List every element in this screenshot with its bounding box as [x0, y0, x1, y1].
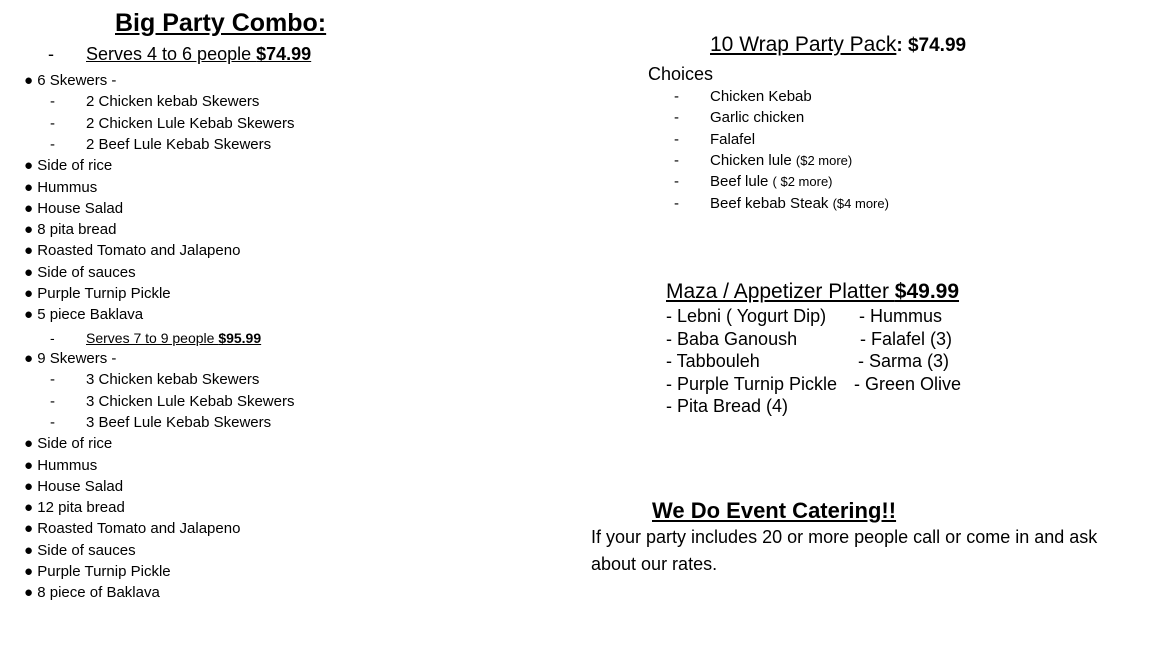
tier2-item: [24, 477, 123, 497]
dash-marker: -: [50, 93, 55, 111]
tier2-item-text: ● House Salad: [24, 477, 124, 495]
tier1-item-text: ● Side of sauces: [24, 263, 136, 281]
tier2-item-text: 3 Chicken kebab Skewers: [86, 371, 260, 389]
tier1-item-text: 2 Chicken kebab Skewers: [86, 93, 260, 111]
dash-marker: -: [674, 151, 679, 169]
tier1-item-text: 2 Beef Lule Kebab Skewers: [86, 135, 272, 153]
tier2-serves-text: [86, 330, 261, 346]
tier1-item-text: ● 5 piece Baklava: [24, 306, 144, 324]
wrap-pack-price: : $74.99: [896, 35, 967, 56]
wrap-choice-name: Chicken Kebab: [710, 88, 812, 105]
maza-item-left: - Purple Turnip Pickle: [666, 373, 838, 394]
dash-marker: -: [50, 371, 55, 389]
wrap-choice: [674, 87, 812, 107]
wrap-choice-name: Beef kebab Steak: [710, 194, 833, 212]
tier1-dash: -: [48, 44, 54, 64]
tier1-item-text: 2 Chicken Lule Kebab Skewers: [86, 114, 295, 132]
maza-item-right: - Hummus: [859, 306, 943, 326]
tier1-item: [50, 114, 294, 134]
maza-item-left: - Pita Bread (4): [666, 396, 789, 417]
tier1-item-text: ● 6 Skewers -: [24, 72, 117, 89]
tier2-item-text: ● Roasted Tomato and Jalapeno: [24, 520, 241, 538]
maza-row: [666, 328, 953, 350]
maza-row: [666, 373, 962, 395]
tier1-item: [24, 284, 171, 304]
tier2-item: [24, 562, 171, 582]
tier2-price: $95.99: [218, 330, 262, 346]
wrap-choice-name: Beef lule: [710, 173, 773, 191]
tier1-item: [50, 135, 271, 155]
wrap-choice: [674, 108, 804, 128]
tier1-serves-text: [86, 44, 311, 64]
maza-item-left: - Baba Ganoush: [666, 328, 798, 349]
tier2-item: [24, 541, 136, 561]
tier2-item: [24, 349, 116, 369]
maza-item-left: - Tabbouleh: [666, 351, 760, 372]
tier2-serves: Serves 7 to 9 people: [86, 330, 219, 346]
big-party-combo-title: Big Party Combo:: [115, 9, 327, 37]
tier2-item: [50, 370, 259, 390]
tier2-dash: -: [50, 330, 55, 346]
wrap-choice: [674, 130, 755, 150]
maza-item-left: - Lebni ( Yogurt Dip): [666, 306, 827, 326]
tier2-item-text: ● Hummus: [24, 456, 98, 474]
tier1-price: $74.99: [256, 44, 312, 64]
tier1-item-text: ● Side of rice: [24, 157, 113, 175]
wrap-choice: [674, 151, 852, 171]
tier1-item: [24, 241, 240, 261]
tier2-item-text: 3 Chicken Lule Kebab Skewers: [86, 392, 295, 410]
dash-marker: -: [50, 392, 55, 410]
dash-marker: -: [674, 173, 679, 191]
wrap-choice-note: ( $2 more): [772, 174, 833, 190]
wrap-pack-title-line: [710, 32, 966, 59]
tier1-item: [24, 71, 116, 91]
tier2-item: [50, 392, 294, 412]
tier1-item-text: ● 8 pita bread: [24, 221, 117, 239]
tier1-item: [24, 305, 143, 325]
tier1-item-text: ● Purple Turnip Pickle: [24, 285, 171, 302]
dash-marker: -: [50, 114, 55, 132]
tier1-item: [24, 220, 116, 240]
tier2-item-text: ● Purple Turnip Pickle: [24, 563, 171, 580]
choices-label: Choices: [648, 64, 714, 84]
tier1-item: [50, 92, 259, 112]
event-catering-text: If your party includes 20 or more people call or come in and ask about our rates.: [591, 527, 1098, 574]
tier1-serves-line: [48, 43, 311, 65]
event-catering-title: We Do Event Catering!!: [652, 498, 897, 523]
maza-item-right: - Green Olive: [854, 373, 962, 394]
maza-title-line: [666, 279, 959, 305]
tier2-item-text: ● 12 pita bread: [24, 499, 125, 517]
wrap-choice-name: Chicken lule: [710, 151, 796, 169]
tier2-item: [24, 434, 112, 454]
tier2-item: [24, 519, 240, 539]
maza-row: [666, 305, 943, 327]
tier1-item: [24, 199, 123, 219]
tier1-item: [24, 263, 136, 283]
maza-price: $49.99: [894, 280, 960, 303]
maza-item-right: - Sarma (3): [858, 351, 950, 372]
wrap-choice-name: Falafel: [710, 130, 756, 148]
dash-marker: -: [674, 130, 679, 148]
maza-title: Maza / Appetizer Platter: [666, 280, 895, 303]
tier2-item-text: 3 Beef Lule Kebab Skewers: [86, 413, 272, 431]
dash-marker: -: [674, 194, 679, 212]
tier2-serves-line: [50, 328, 261, 348]
tier2-item: [24, 456, 97, 476]
wrap-choice-note: ($4 more): [832, 195, 889, 211]
tier1-item: [24, 178, 97, 198]
tier2-item-text: ● 8 piece of Baklava: [24, 584, 160, 602]
maza-row: [666, 350, 950, 372]
dash-marker: -: [674, 88, 679, 105]
wrap-choice: [674, 172, 833, 192]
wrap-choice-note: ($2 more): [795, 152, 853, 168]
wrap-choice-name: Garlic chicken: [710, 109, 805, 127]
maza-row: [666, 395, 788, 417]
tier1-item-text: ● Roasted Tomato and Jalapeno: [24, 242, 241, 260]
maza-item-right: - Falafel (3): [860, 328, 953, 349]
wrap-choice: [674, 194, 889, 214]
tier2-item-text: ● Side of sauces: [24, 541, 136, 559]
tier2-item: [24, 583, 160, 603]
dash-marker: -: [50, 413, 55, 431]
wrap-pack-title: 10 Wrap Party Pack: [710, 33, 897, 56]
tier1-serves: Serves 4 to 6 people: [86, 44, 257, 64]
tier2-item: [50, 413, 271, 433]
tier1-item-text: ● Hummus: [24, 178, 98, 196]
tier1-item: [24, 156, 112, 176]
dash-marker: -: [50, 135, 55, 153]
tier2-item-text: ● 9 Skewers -: [24, 350, 117, 367]
tier2-item: [24, 498, 125, 518]
dash-marker: -: [674, 109, 679, 127]
tier2-item-text: ● Side of rice: [24, 435, 113, 453]
tier1-item-text: ● House Salad: [24, 199, 124, 217]
